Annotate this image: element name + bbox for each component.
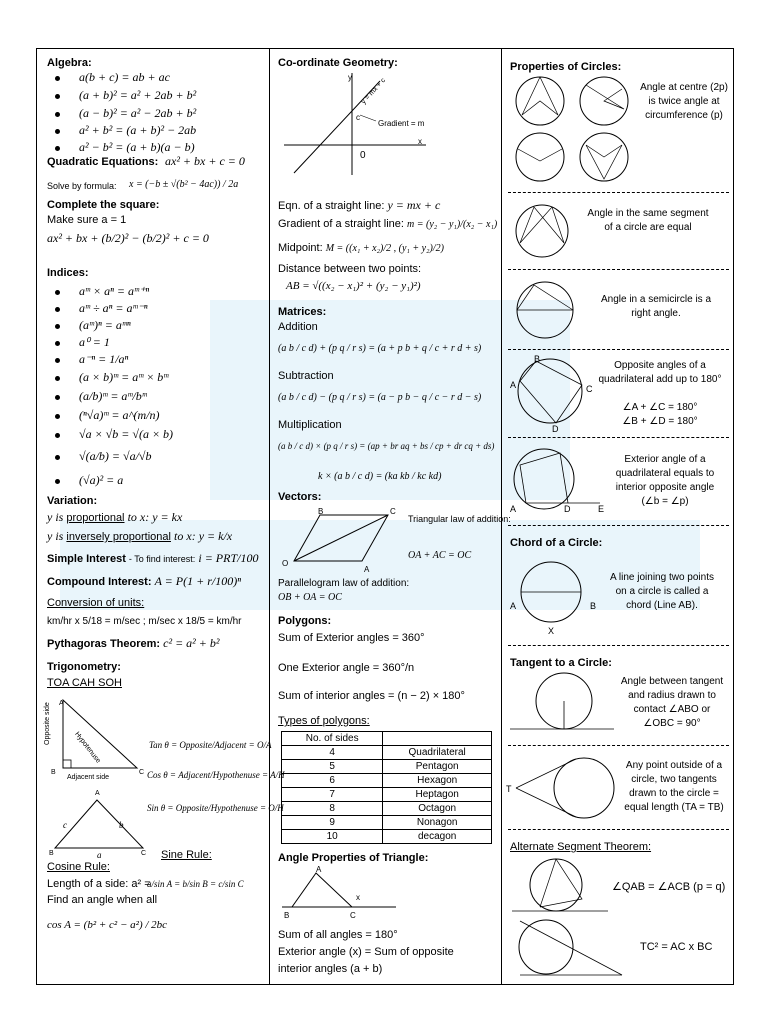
index-rule-4: a⁰ = 1: [79, 335, 110, 349]
proportional-line: y is proportional to x: y = kx: [47, 510, 183, 524]
tri-side-b: b: [119, 820, 124, 830]
ext-quad-a: A: [510, 504, 517, 514]
table-row: [282, 732, 492, 746]
quad-vertex-a: A: [510, 380, 517, 390]
matrix-multiplication-label: Multiplication: [278, 419, 342, 431]
distance-formula: AB = √((x₂ − x₁)² + (y₂ − y₁)²): [286, 280, 421, 292]
table-header: No. of sides: [282, 732, 383, 746]
cyclic-quadrilateral-diagram: [510, 355, 590, 429]
chord-definition: A line joining two points on a circle is called a chord (Line AB).: [610, 572, 714, 611]
graph-line-label: y = mx + c: [360, 77, 388, 106]
matrix-multiplication-formula: (a b / c d) × (p q / r s) = (ap + br aq + bs / cp + dr cq + ds): [278, 441, 495, 451]
cos-ratio: Cos θ = Adjacent/Hypothenuse = A/H: [147, 770, 285, 780]
adjacent-side-label: Adjacent side: [67, 774, 110, 781]
trigonometry-title: Trigonometry:: [47, 661, 121, 673]
semicircle-diagram: [512, 277, 578, 343]
cosine-rule-title: Cosine Rule:: [47, 861, 110, 873]
distance-label: Distance between two points:: [278, 263, 422, 275]
triangle-exterior-diagram: [280, 867, 400, 919]
conversion-line: km/hr x 5/18 = m/sec ; m/sec x 18/5 = km/hr: [47, 616, 242, 627]
column-circles: [502, 49, 735, 984]
matrix-subtraction-label: Subtraction: [278, 370, 334, 382]
compound-interest-line: Compound Interest: A = P(1 + r/100)ⁿ: [47, 574, 241, 588]
quadratic-formula: x = (−b ± √(b² − 4ac)) / 2a: [129, 179, 239, 190]
tangent-radius-rule: Angle between tangent and radius drawn to contact ∠ABO or ∠OBC = 90°: [620, 676, 724, 729]
prop-same-segment: Angle in the same segment of a circle are equal: [587, 208, 709, 233]
quadratic-equation: ax² + bx + c = 0: [165, 154, 245, 168]
alternate-segment-diagram: [510, 855, 610, 915]
vertex-a-label: A: [59, 700, 64, 707]
graph-gradient-label: Gradient = m: [378, 119, 425, 128]
matrix-scalar-formula: k × (a b / c d) = (ka kb / kc kd): [318, 471, 442, 482]
solve-text: Solve by formula:: [47, 181, 117, 191]
tangent-secant-rule: TC² = AC x BC: [640, 941, 713, 953]
table-row: 10 decagon: [282, 830, 492, 844]
exterior-angle-quad-diagram: [510, 445, 605, 515]
tangent-point-t: T: [506, 784, 512, 794]
exterior-sum: Sum of Exterior angles = 360°: [278, 632, 425, 644]
table-row: 8 Octagon: [282, 802, 492, 816]
circles-title: Properties of Circles:: [510, 61, 622, 73]
index-rule-11: (√a)² = a: [79, 473, 124, 487]
tri-vertex-c: C: [141, 850, 147, 857]
gradient-line: Gradient of a straight line: m = (y₂ − y₁)/(x₂ − x₁): [278, 218, 498, 230]
column-algebra: [37, 49, 285, 984]
tangent-secant-diagram: [510, 917, 624, 979]
tri-vertex-b: B: [49, 850, 54, 857]
sine-rule-title: Sine Rule:: [161, 849, 212, 861]
pythagoras-line: Pythagoras Theorem: c² = a² + b²: [47, 636, 220, 650]
triangular-law-label: Triangular law of addition:: [408, 514, 511, 524]
chord-point-x: X: [548, 626, 555, 636]
prop-opposite-angles: Opposite angles of a quadrilateral add up to 180°: [598, 360, 722, 385]
vectors-title: Vectors:: [278, 491, 322, 503]
one-exterior: One Exterior angle = 360°/n: [278, 662, 415, 674]
index-rule-7: (a/b)ᵐ = aᵐ/bᵐ: [79, 389, 147, 403]
vertex-b-label: B: [51, 769, 56, 776]
tangent-radius-diagram: [506, 669, 616, 737]
interior-sum: Sum of interior angles = (n − 2) × 180°: [278, 690, 465, 702]
triangular-law-formula: OA + AC = OC: [408, 550, 472, 561]
identity-5: a² − b² = (a + b)(a − b): [79, 140, 195, 154]
table-row: 6 Hexagon: [282, 774, 492, 788]
triangle-angle-sum: Sum of all angles = 180°: [278, 929, 398, 941]
quadratic-title: Quadratic Equations:: [47, 156, 159, 168]
variation-title: Variation:: [47, 495, 98, 507]
quad-vertex-c: C: [586, 384, 593, 394]
chord-point-a: A: [510, 601, 517, 611]
index-rule-6: (a × b)ᵐ = aᵐ × bᵐ: [79, 370, 169, 384]
tri-vertex-a: A: [95, 790, 100, 797]
prop-opposite-angles-bd: ∠B + ∠D = 180°: [622, 416, 698, 427]
hypotenuse-label: Hypotenuse: [73, 730, 102, 765]
column-coordinate: [270, 49, 511, 984]
index-rule-2: aᵐ ÷ aⁿ = aᵐ⁻ⁿ: [79, 301, 148, 315]
eqn-line: Eqn. of a straight line: y = mx + c: [278, 198, 441, 212]
general-triangle-diagram: [47, 794, 147, 854]
two-tangents-rule: Any point outside of a circle, two tangents drawn to the circle = equal length (TA = TB): [624, 760, 724, 813]
indices-title: Indices:: [47, 267, 89, 279]
alternate-segment-title: Alternate Segment Theorem:: [510, 841, 652, 853]
table-row: 9 Nonagon: [282, 816, 492, 830]
complete-square-note: Make sure a = 1: [47, 214, 127, 226]
index-rule-10: √(a/b) = √a/√b: [79, 449, 152, 463]
trig-mnemonic: TOA CAH SOH: [47, 677, 122, 689]
polygons-title: Polygons:: [278, 615, 332, 627]
tangent-title: Tangent to a Circle:: [510, 657, 612, 669]
chord-title: Chord of a Circle:: [510, 537, 603, 549]
parallelogram-law-formula: OB + OA = OC: [278, 592, 342, 603]
table-row: 4 Quadrilateral: [282, 746, 492, 760]
vector-c-label: C: [390, 507, 396, 516]
index-rule-5: a⁻ⁿ = 1/aⁿ: [79, 352, 129, 366]
formula-sheet: [36, 48, 734, 985]
index-rule-9: √a × √b = √(a × b): [79, 427, 174, 441]
chord-diagram: [516, 557, 586, 627]
opposite-side-label: Opposite side: [44, 702, 51, 745]
quad-vertex-b: B: [534, 354, 541, 364]
graph-origin-label: 0: [360, 150, 366, 161]
coord-title: Co-ordinate Geometry:: [278, 57, 398, 69]
graph-c-label: c: [356, 113, 360, 122]
complete-square-title: Complete the square:: [47, 199, 160, 211]
parallelogram-law-label: Parallelogram law of addition:: [278, 578, 410, 589]
identity-2: (a + b)² = a² + 2ab + b²: [79, 88, 197, 102]
prop-semicircle: Angle in a semicircle is a right angle.: [600, 294, 712, 319]
sin-ratio: Sin θ = Opposite/Hypothenuse = O/H: [147, 803, 284, 813]
index-rule-3: (aᵐ)ⁿ = aᵐⁿ: [79, 318, 131, 332]
triangle-vertex-c: C: [350, 911, 356, 920]
polygon-types-title: Types of polygons:: [278, 715, 370, 727]
matrix-addition-formula: (a b / c d) + (p q / r s) = (a + p b + q / c + r d + s): [278, 343, 482, 354]
cosine-rule-line2: Find an angle when all: [47, 894, 158, 906]
sine-rule-formula: a/sin A = b/sin B = c/sin C: [147, 879, 244, 889]
alternate-segment-rule: ∠QAB = ∠ACB (p = q): [612, 881, 726, 893]
identity-1: a(b + c) = ab + ac: [79, 70, 170, 84]
polygon-types-table: [281, 731, 492, 844]
vector-b-label: B: [318, 507, 324, 516]
table-row: 5 Pentagon: [282, 760, 492, 774]
quad-vertex-d: D: [552, 424, 559, 434]
triangle-vertex-b: B: [284, 911, 290, 920]
matrix-subtraction-formula: (a b / c d) − (p q / r s) = (a − p b − q / c − r d − s): [278, 392, 482, 403]
table-row: 7 Heptagon: [282, 788, 492, 802]
circle-centre-angle-diagrams: [508, 75, 638, 185]
prop-opposite-angles-ac: ∠A + ∠C = 180°: [622, 402, 698, 413]
tri-side-c: c: [63, 820, 67, 830]
chord-point-b: B: [590, 601, 597, 611]
complete-square-formula: ax² + bx + (b/2)² − (b/2)² + c = 0: [47, 231, 209, 245]
inverse-proportional-line: y is inversely proportional to x: y = k/x: [47, 529, 233, 543]
conversion-title: Conversion of units:: [47, 597, 145, 609]
triangle-exterior-x: x: [356, 893, 360, 902]
tri-side-a: a: [97, 850, 102, 860]
algebra-title: Algebra:: [47, 57, 92, 69]
triangle-exterior-rule: Exterior angle (x) = Sum of opposite: [278, 946, 454, 958]
identity-3: (a − b)² = a² − 2ab + b²: [79, 106, 197, 120]
triangle-vertex-a: A: [316, 865, 322, 874]
ext-quad-d: D: [564, 504, 571, 514]
midpoint-line: Midpoint: M = ((x₁ + x₂)/2 , (y₁ + y₂)/2): [278, 242, 444, 254]
ext-quad-e: E: [598, 504, 605, 514]
identity-4: a² + b² = (a + b)² − 2ab: [79, 123, 197, 137]
simple-interest-line: Simple Interest - To find interest: i = PRT/100: [47, 551, 259, 565]
same-segment-diagram: [512, 201, 572, 261]
tan-ratio: Tan θ = Opposite/Adjacent = O/A: [149, 740, 272, 750]
prop-exterior-angle: Exterior angle of a quadrilateral equals to interior opposite angle (∠b = ∠p): [615, 454, 715, 507]
vector-a-label: A: [364, 565, 370, 574]
graph-y-label: y: [348, 73, 352, 82]
matrix-addition-label: Addition: [278, 321, 318, 333]
vertex-c-label: C: [139, 769, 145, 776]
prop-centre-angle: Angle at centre (2p) is twice angle at circumference (p): [640, 82, 728, 121]
graph-x-label: x: [418, 137, 422, 146]
triangle-exterior-rule-2: interior angles (a + b): [278, 963, 383, 975]
index-rule-1: aᵐ × aⁿ = aᵐ⁺ⁿ: [79, 284, 150, 298]
cosine-rule-formula: cos A = (b² + c² − a²) / 2bc: [47, 919, 168, 931]
vector-o-label: O: [282, 559, 289, 568]
triangle-title: Angle Properties of Triangle:: [278, 852, 429, 864]
index-rule-8: (ⁿ√a)ᵐ = a^(m/n): [79, 408, 160, 422]
vector-parallelogram-diagram: [288, 507, 398, 571]
two-tangents-diagram: [510, 751, 620, 825]
cosine-rule-line1: Length of a side: a² =: [47, 878, 151, 890]
matrices-title: Matrices:: [278, 306, 327, 318]
